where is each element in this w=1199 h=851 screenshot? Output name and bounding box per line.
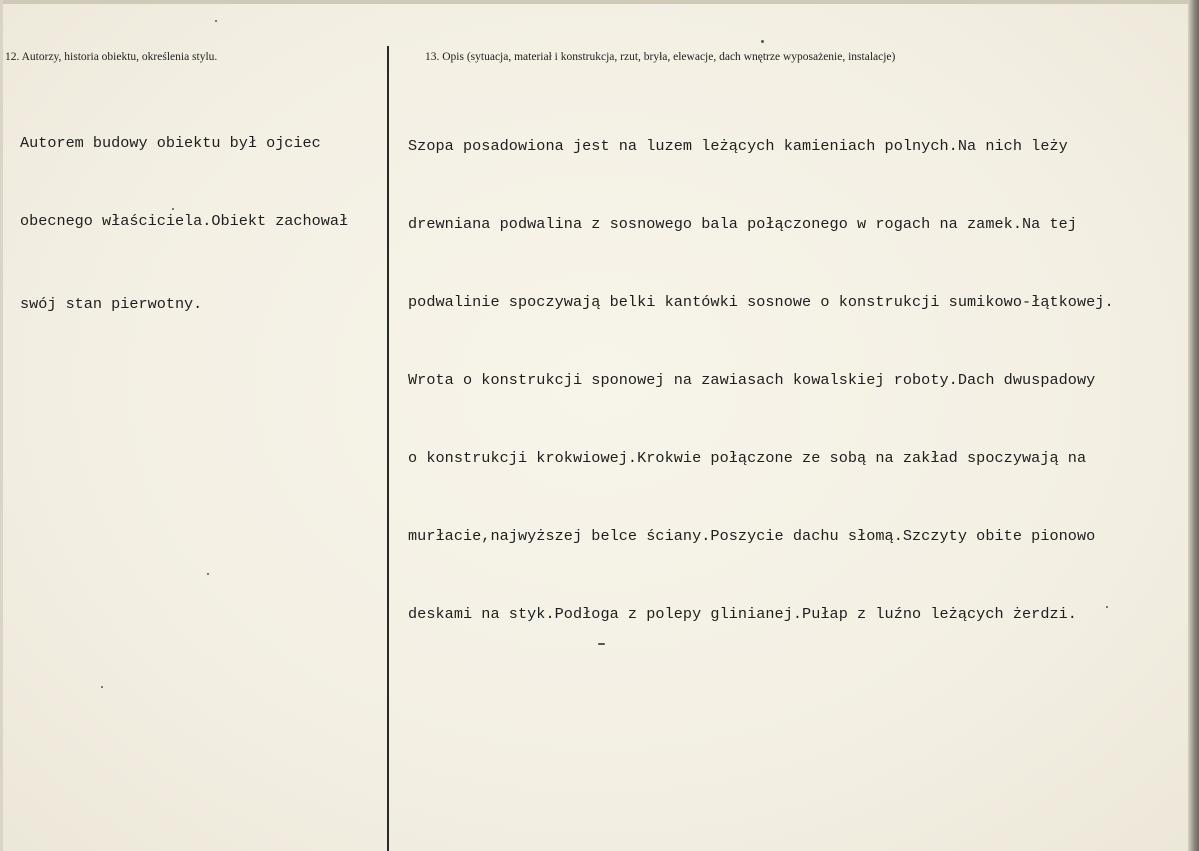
page-left-edge <box>0 0 3 851</box>
section-12-line: swój stan pierwotny. <box>20 295 203 313</box>
section-13-line: deskami na styk.Podłoga z polepy glinianej.Pułap z luźno leżących żerdzi. <box>408 605 1077 623</box>
paper-speck <box>215 20 217 22</box>
section-12-line: obecnego właściciela.Obiekt zachował <box>20 212 349 230</box>
section-13-line: murłacie,najwyższej belce ściany.Poszycie dachu słomą.Szczyty obite pionowo <box>408 527 1096 545</box>
section-13-line: Wrota o konstrukcji sponowej na zawiasach kowalskiej roboty.Dach dwuspadowy <box>408 371 1096 389</box>
section-13-line: podwalinie spoczywają belki kantówki sosnowe o konstrukcji sumikowo-łątkowej. <box>408 293 1114 311</box>
section-13-line: o konstrukcji krokwiowej.Krokwie połączone ze sobą na zakład spoczywają na <box>408 449 1087 467</box>
paper-speck <box>207 573 209 575</box>
paper-speck <box>172 208 174 210</box>
page-right-edge <box>1188 0 1199 851</box>
paper-speck <box>101 686 103 688</box>
paper-speck <box>1106 606 1108 608</box>
section-13-line: Szopa posadowiona jest na luzem leżących kamieniach polnych.Na nich leży <box>408 137 1068 155</box>
section-13-text <box>408 81 1114 679</box>
column-divider <box>387 46 389 851</box>
section-13-line: drewniana podwalina z sosnowego bala połączonego w rogach na zamek.Na tej <box>408 215 1077 233</box>
page-top-edge <box>0 0 1199 4</box>
paper-speck <box>761 40 764 43</box>
section-12-text <box>20 78 348 369</box>
section-13-heading: 13. Opis (sytuacja, materiał i konstrukcja, rzut, bryła, elewacje, dach wnętrze wyposażenie, instalacje) <box>425 51 896 63</box>
paper-speck <box>598 643 605 645</box>
section-12-heading: 12. Autorzy, historia obiektu, określenia stylu. <box>5 51 218 63</box>
section-12-line: Autorem budowy obiektu był ojciec <box>20 134 321 152</box>
